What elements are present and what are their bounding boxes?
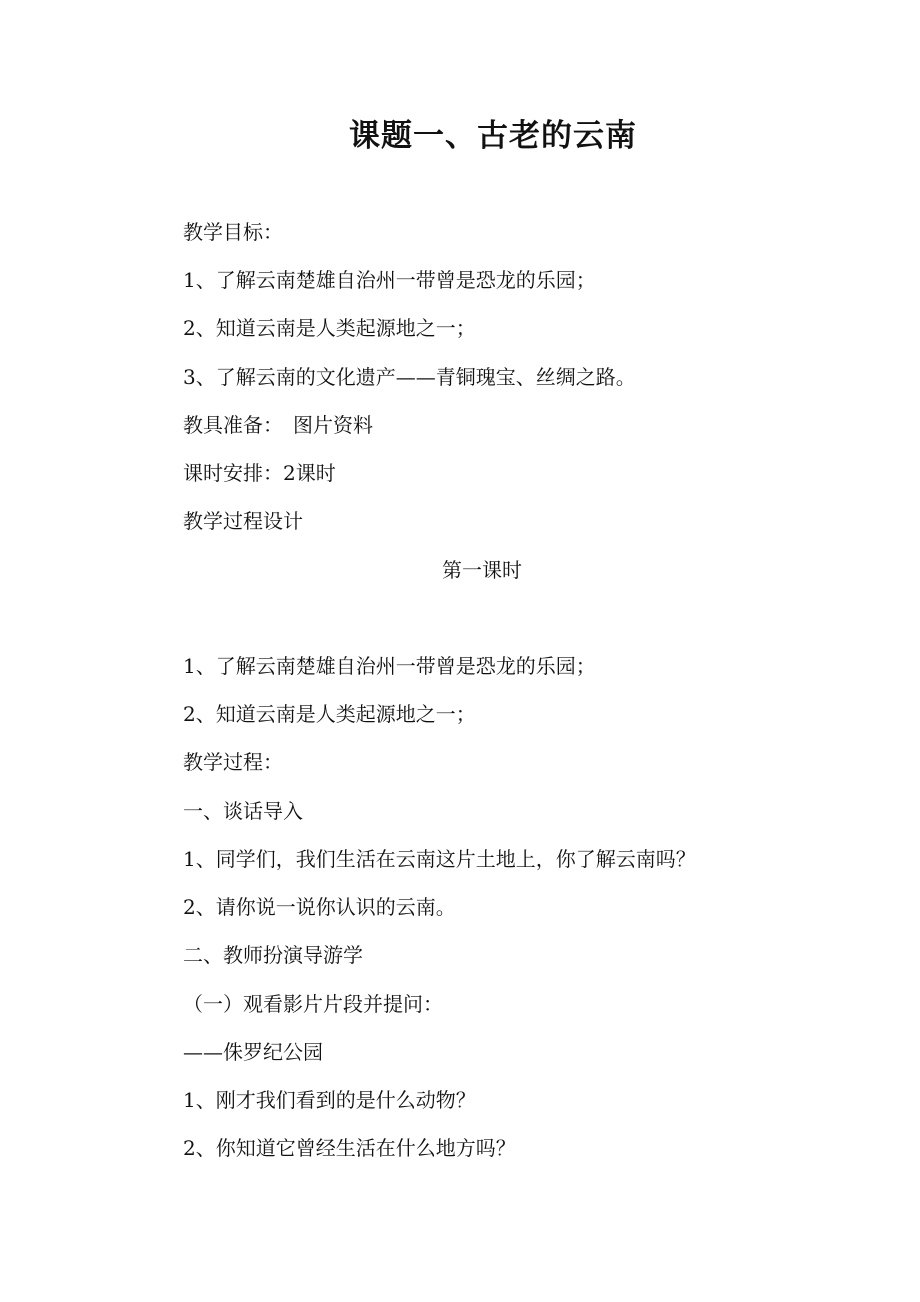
question-item-1: 1、刚才我们看到的是什么动物？: [183, 1088, 476, 1112]
question-item-2: 2、你知道它曾经生活在什么地方吗？: [183, 1136, 516, 1160]
section-two-heading: 二、教师扮演导游学: [183, 943, 363, 967]
lesson-goal-item-2: 2、知道云南是人类起源地之一；: [183, 702, 476, 726]
schedule-line: 课时安排：2课时: [183, 461, 336, 485]
goal-item-3: 3、了解云南的文化遗产——青铜瑰宝、丝绸之路。: [183, 365, 636, 389]
lesson-goal-item-1: 1、了解云南楚雄自治州一带曾是恐龙的乐园；: [183, 654, 596, 678]
film-title-line: ——侏罗纪公园: [183, 1040, 323, 1064]
teaching-process-heading: 教学过程：: [183, 750, 283, 774]
goal-item-2: 2、知道云南是人类起源地之一；: [183, 316, 476, 340]
section-one-heading: 一、谈话导入: [183, 799, 303, 823]
lesson-one-heading: 第一课时: [442, 558, 522, 582]
document-title: 课题一、古老的云南: [349, 118, 637, 154]
teaching-goals-heading: 教学目标：: [183, 220, 283, 244]
section-one-item-2: 2、请你说一说你认识的云南。: [183, 895, 456, 919]
section-one-item-1: 1、同学们，我们生活在云南这片土地上，你了解云南吗？: [183, 847, 696, 871]
teaching-aids-line: 教具准备： 图片资料: [183, 413, 373, 437]
process-design-heading: 教学过程设计: [183, 509, 303, 533]
goal-item-1: 1、了解云南楚雄自治州一带曾是恐龙的乐园；: [183, 268, 596, 292]
subsection-one-heading: （一）观看影片片段并提问：: [183, 992, 443, 1016]
